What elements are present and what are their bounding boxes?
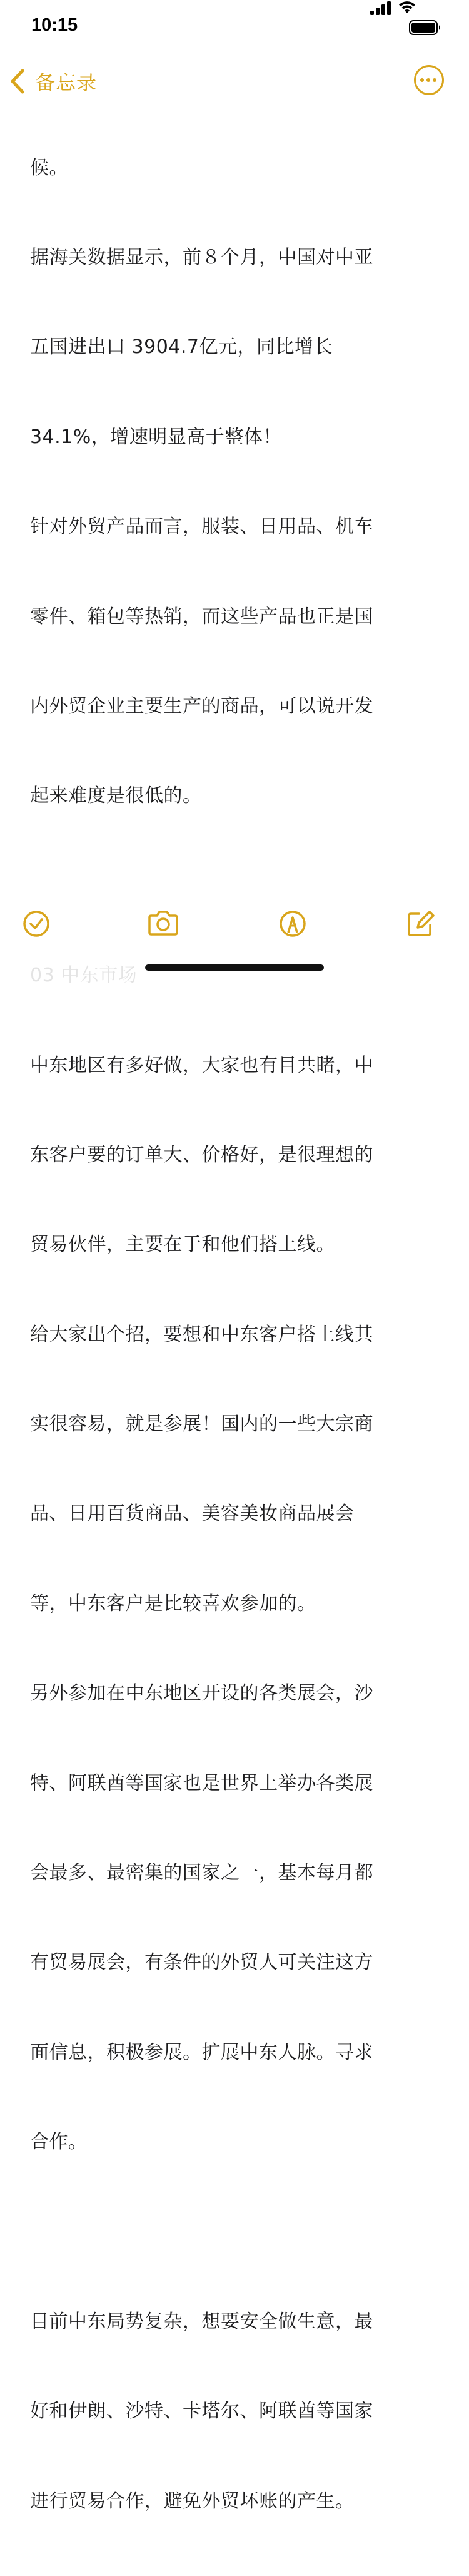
note-line: 等，中东客户是比较喜欢参加的。 (30, 1592, 316, 1615)
markup-button[interactable] (278, 909, 308, 939)
checklist-icon (21, 909, 51, 939)
note-line: 起来难度是很低的。 (30, 785, 202, 807)
navigation-bar (0, 63, 469, 100)
note-line: 实很容易，就是参展！国内的一些大宗商 (30, 1413, 373, 1436)
status-time: 10:15 (31, 15, 78, 35)
note-line (30, 2217, 436, 2247)
bottom-toolbar (0, 895, 469, 1016)
top-bar (0, 0, 469, 106)
home-indicator[interactable] (145, 964, 324, 971)
camera-icon (146, 909, 180, 939)
compose-icon (405, 909, 435, 939)
note-line: 五国进出口 3904.7亿元，同比增长 (30, 336, 333, 359)
note-line: 据海关数据显示，前８个月，中国对中亚 (30, 246, 373, 268)
note-line: 好和伊朗、沙特、卡塔尔、阿联酋等国家 (30, 2400, 373, 2423)
note-line: 给大家出个招，要想和中东客户搭上线其 (30, 1323, 373, 1346)
wifi-icon (398, 0, 416, 14)
camera-button[interactable] (146, 909, 180, 939)
note-line: 东客户要的订单大、价格好，是很理想的 (30, 1143, 373, 1166)
note-line: 合作。 (30, 2131, 88, 2154)
note-line: 特、阿联酋等国家也是世界上举办各类展 (30, 1772, 373, 1794)
note-line: 目前中东局势复杂，想要安全做生意，最 (30, 2310, 373, 2333)
checklist-button[interactable] (21, 909, 51, 939)
note-line: 内外贸企业主要生产的商品，可以说开发 (30, 695, 373, 717)
note-line: 会最多、最密集的国家之一，基本每月都 (30, 1862, 373, 1884)
note-line: 零件、箱包等热销，而这些产品也正是国 (30, 605, 373, 628)
note-line: 品、日用百货商品、美容美妆商品展会 (30, 1503, 355, 1525)
note-line: 候。 (30, 156, 68, 179)
note-line: 针对外贸产品而言，服装、日用品、机车 (30, 516, 373, 538)
battery-icon (409, 20, 441, 35)
back-button[interactable] (9, 63, 97, 100)
note-line: 贸易伙伴，主要在于和他们搭上线。 (30, 1234, 335, 1256)
note-line: 有贸易展会，有条件的外贸人可关注这方 (30, 1951, 373, 1974)
note-line: 面信息，积极参展。扩展中东人脉。寻求 (30, 2041, 373, 2063)
chevron-left-icon (9, 68, 26, 95)
note-line: 34.1%，增速明显高于整体！ (30, 426, 282, 448)
more-options-button[interactable] (414, 65, 444, 95)
back-button-label: 备忘录 (35, 71, 98, 95)
markup-pen-icon (278, 909, 308, 939)
compose-button[interactable] (405, 909, 435, 939)
note-line: 进行贸易合作，避免外贸坏账的产生。 (30, 2490, 355, 2512)
cellular-signal-icon (370, 1, 391, 15)
note-line: 另外参加在中东地区开设的各类展会，沙 (30, 1682, 373, 1705)
ellipsis-icon (420, 78, 424, 82)
note-line: 中东地区有多好做，大家也有目共睹，中 (30, 1054, 373, 1076)
note-body[interactable] (30, 93, 436, 2576)
